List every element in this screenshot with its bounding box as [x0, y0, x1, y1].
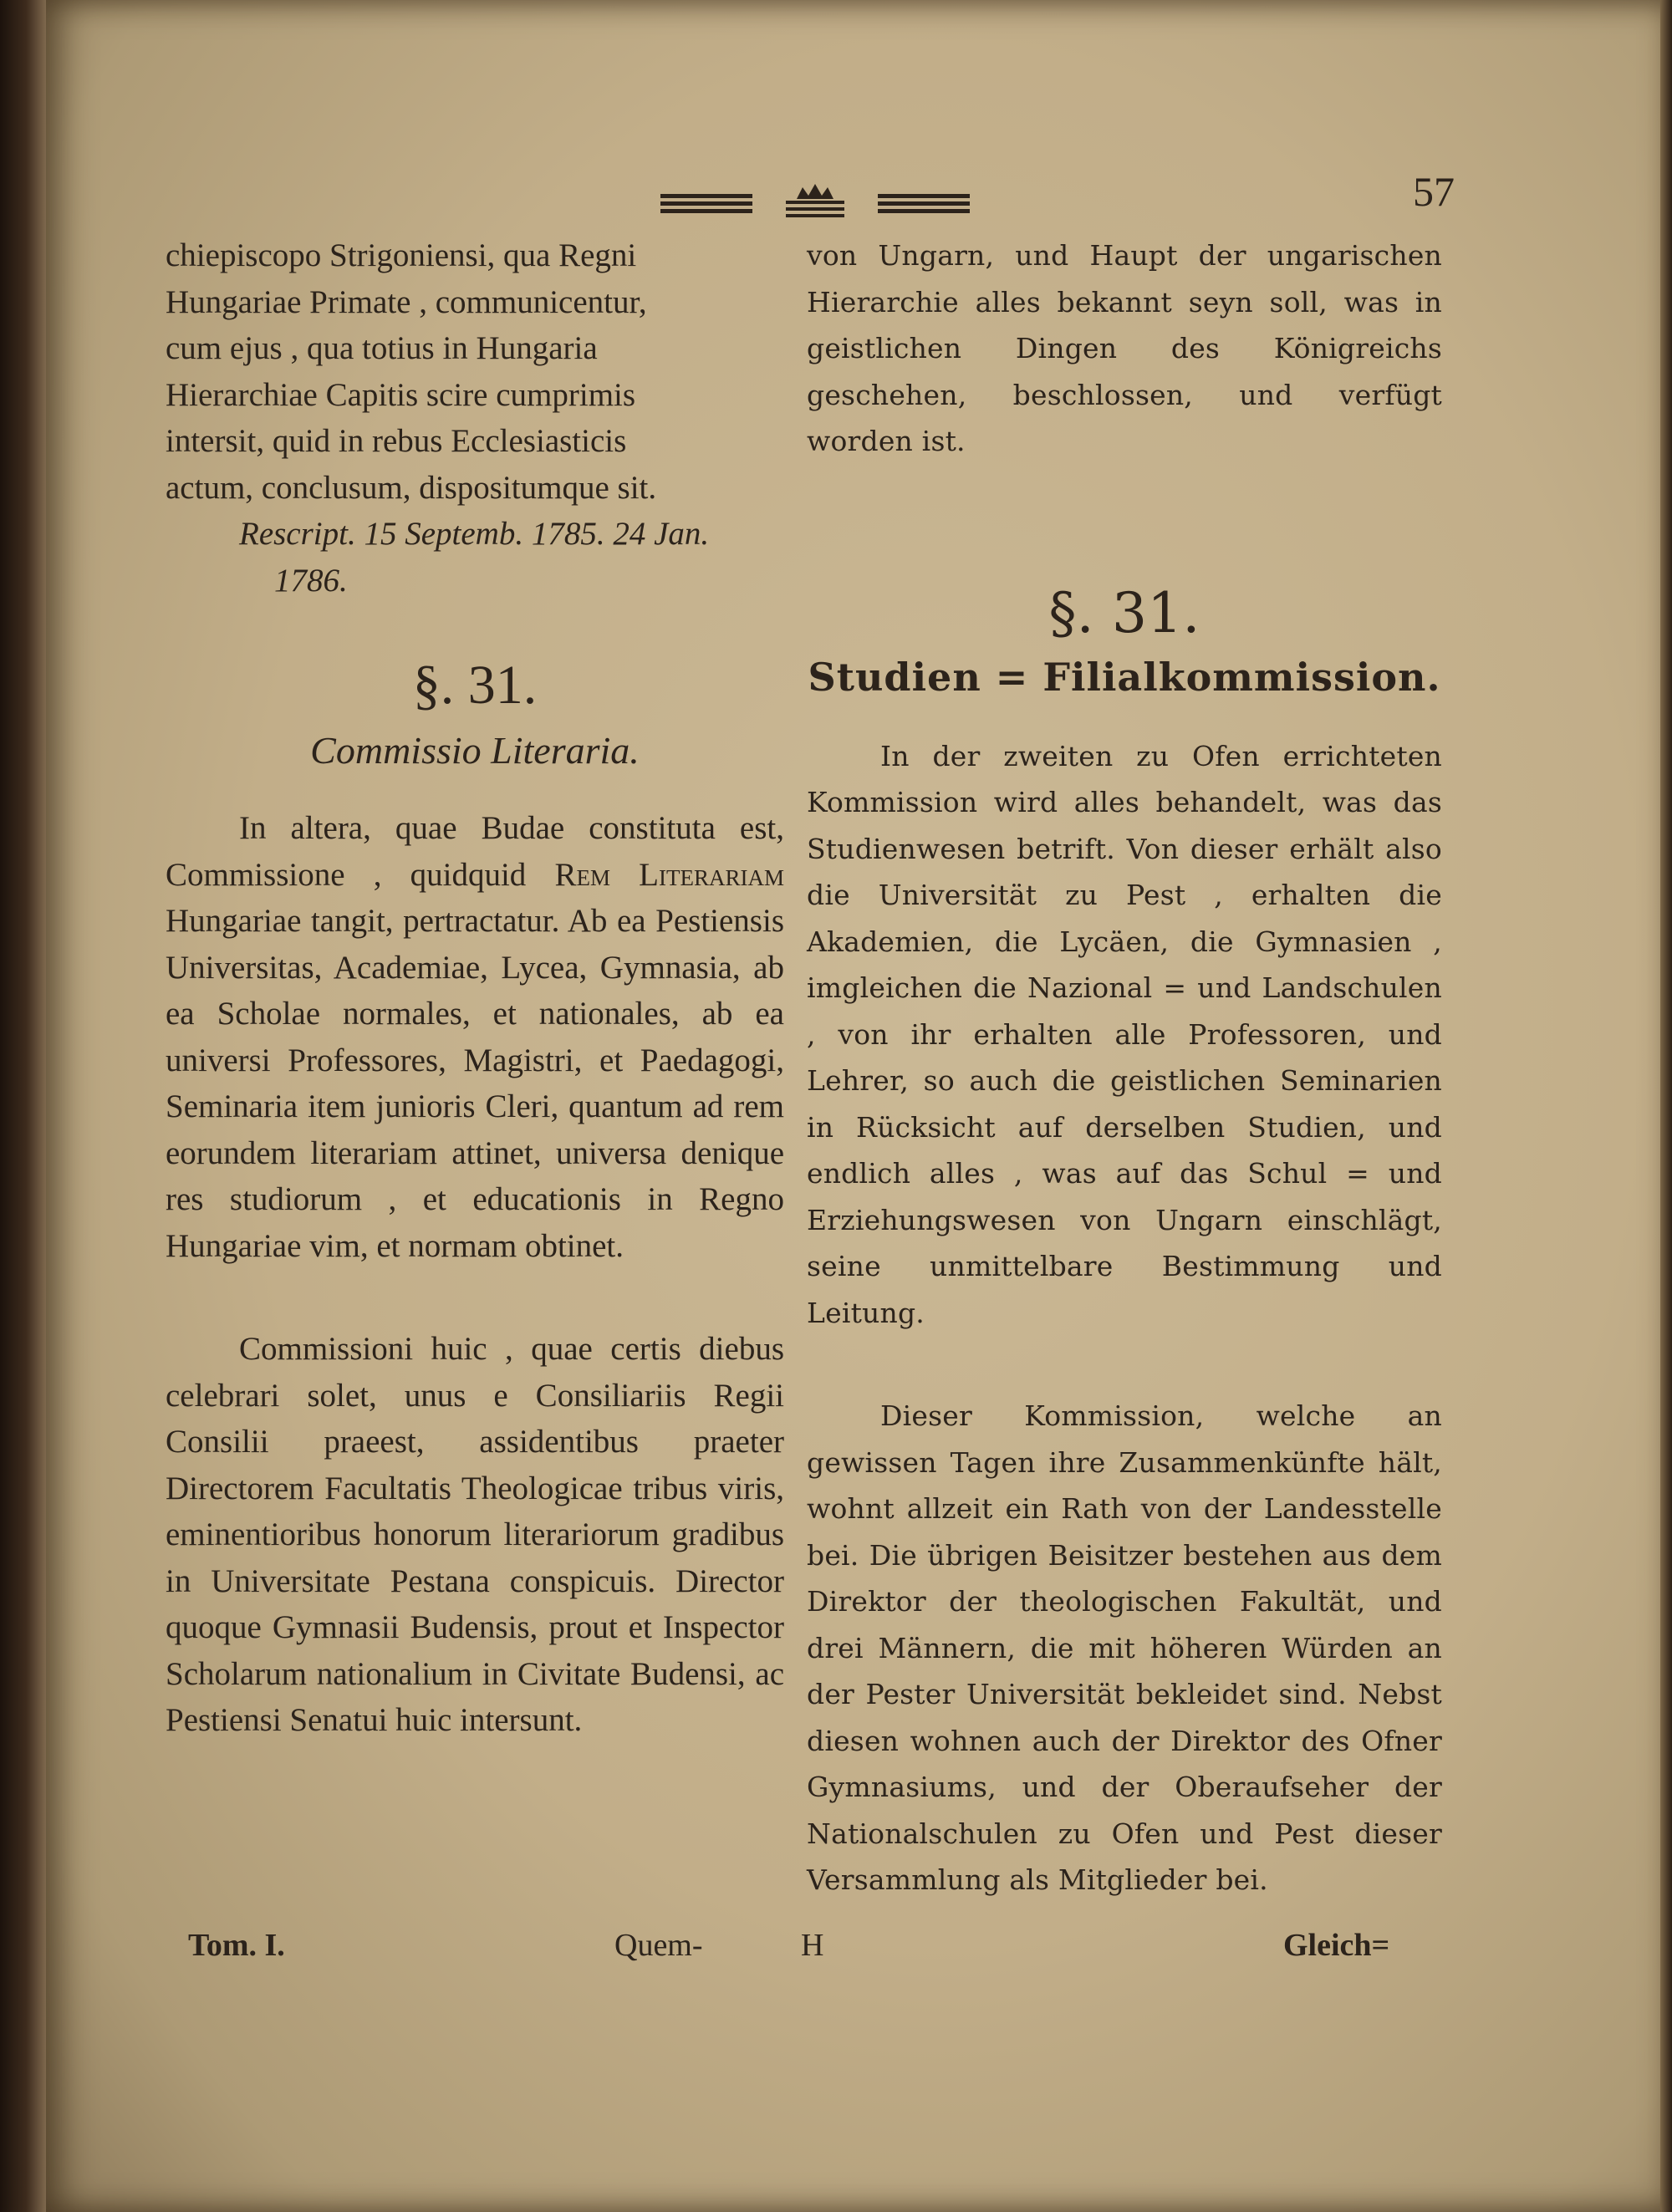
latin-line: chiepiscopo Strigoniensi, qua Regni — [166, 237, 637, 273]
latin-para1-end: Hungariae tangit, pertractatur. Ab ea Pestiensis Universitas, Academiae, Lycea, Gymnasia, ab ea Scholae normales, et nationales, ab ea universi Professores, Magistri, et Paedagogi, Seminaria item junioris Cleri, quantum ad rem eorundem literariam attinet, universa denique res studiorum , et educationis in Regno Hungariae vim, et normam obtinet. — [166, 903, 784, 1264]
latin-section-number: §. 31. — [412, 655, 538, 716]
latin-line: intersit, quid in rebus Ecclesiasticis — [166, 423, 627, 459]
latin-para1-start: In altera, quae Budae constituta est, Commissione , quidquid — [166, 810, 784, 893]
german-intro: von Ungarn, und Haupt der ungarischen Hierarchie alles bekannt seyn soll, was in geistlichen Dingen des Königreichs geschehen, beschlossen, und verfügt worden ist. — [807, 239, 1442, 457]
latin-paragraph-1 — [166, 805, 784, 1269]
page-header — [0, 167, 1672, 234]
latin-line: Hierarchiae Capitis scire cumprimis — [166, 376, 636, 413]
page-number: 57 — [1413, 168, 1455, 215]
ornament-divider-icon — [660, 182, 970, 224]
page-edge — [1660, 0, 1672, 2212]
german-section-number: §. 31. — [1048, 580, 1200, 645]
latin-section-title: Commissio Literaria. — [310, 728, 640, 772]
rescript-citation: Rescript. 15 Septemb. 1785. 24 Jan. — [239, 516, 710, 552]
page-footer — [0, 1927, 1672, 1977]
latin-catchword: Quem- — [614, 1928, 703, 1963]
latin-line: cum ejus , qua totius in Hungaria — [166, 330, 598, 366]
german-paragraph-1: In der zweiten zu Ofen errichteten Kommission wird alles behandelt, was das Studienwesen betrift. Von dieser erhält also die Universität zu Pest , erhalten die Akademien, die Lycäen, die Gymnasien , imgleichen die Nazional = und Landschulen , von ihr erhalten alle Professoren, und Lehrer, so auch die geistlichen Seminarien in Rücksicht auf derselben Studien, und endlich alles , was auf das Schul = und Erziehungswesen von Ungarn einschlägt, seine unmittelbare Bestimmung und Leitung. — [807, 739, 1442, 1329]
latin-column — [166, 232, 784, 1744]
volume-signature: Tom. I. — [188, 1928, 285, 1963]
german-section-title: Studien = Filialkommission. — [808, 655, 1441, 700]
rescript-citation-year: 1786. — [274, 562, 348, 599]
latin-line: actum, conclusum, dispositumque sit. — [166, 469, 657, 506]
signature-mark: H — [801, 1928, 824, 1963]
german-paragraph-2: Dieser Kommission, welche an gewissen Tagen ihre Zusammenkünfte hält, wohnt allzeit ein Rath von der Landesstelle bei. Die übrigen Beisitzer bestehen aus dem Direktor der theologischen Fakultät, und drei Männern, die mit höheren Würden an der Pester Universität bekleidet sind. Nebst diesen wohnen auch der Direktor des Ofner Gymnasiums, und der Oberaufseher der Nationalschulen zu Ofen und Pest dieser Versammlung als Mitglieder bei. — [807, 1399, 1442, 1896]
rem-literariam-term: Rem Literariam — [554, 856, 784, 893]
german-column — [807, 232, 1442, 1904]
latin-line: Hungariae Primate , communicentur, — [166, 283, 647, 320]
german-catchword: Gleich= — [1283, 1928, 1390, 1963]
latin-paragraph-2: Commissioni huic , quae certis diebus celebrari solet, unus e Consiliariis Regii Consilii praeest, assidentibus praeter Directorem Facultatis Theologicae tribus viris, eminentioribus honorum literariorum gradibus in Universitate Pestana conspicuis. Director quoque Gymnasii Budensis, prout et Inspector Scholarum nationalium in Civitate Budensi, ac Pestiensi Senatui huic intersunt. — [166, 1331, 784, 1738]
